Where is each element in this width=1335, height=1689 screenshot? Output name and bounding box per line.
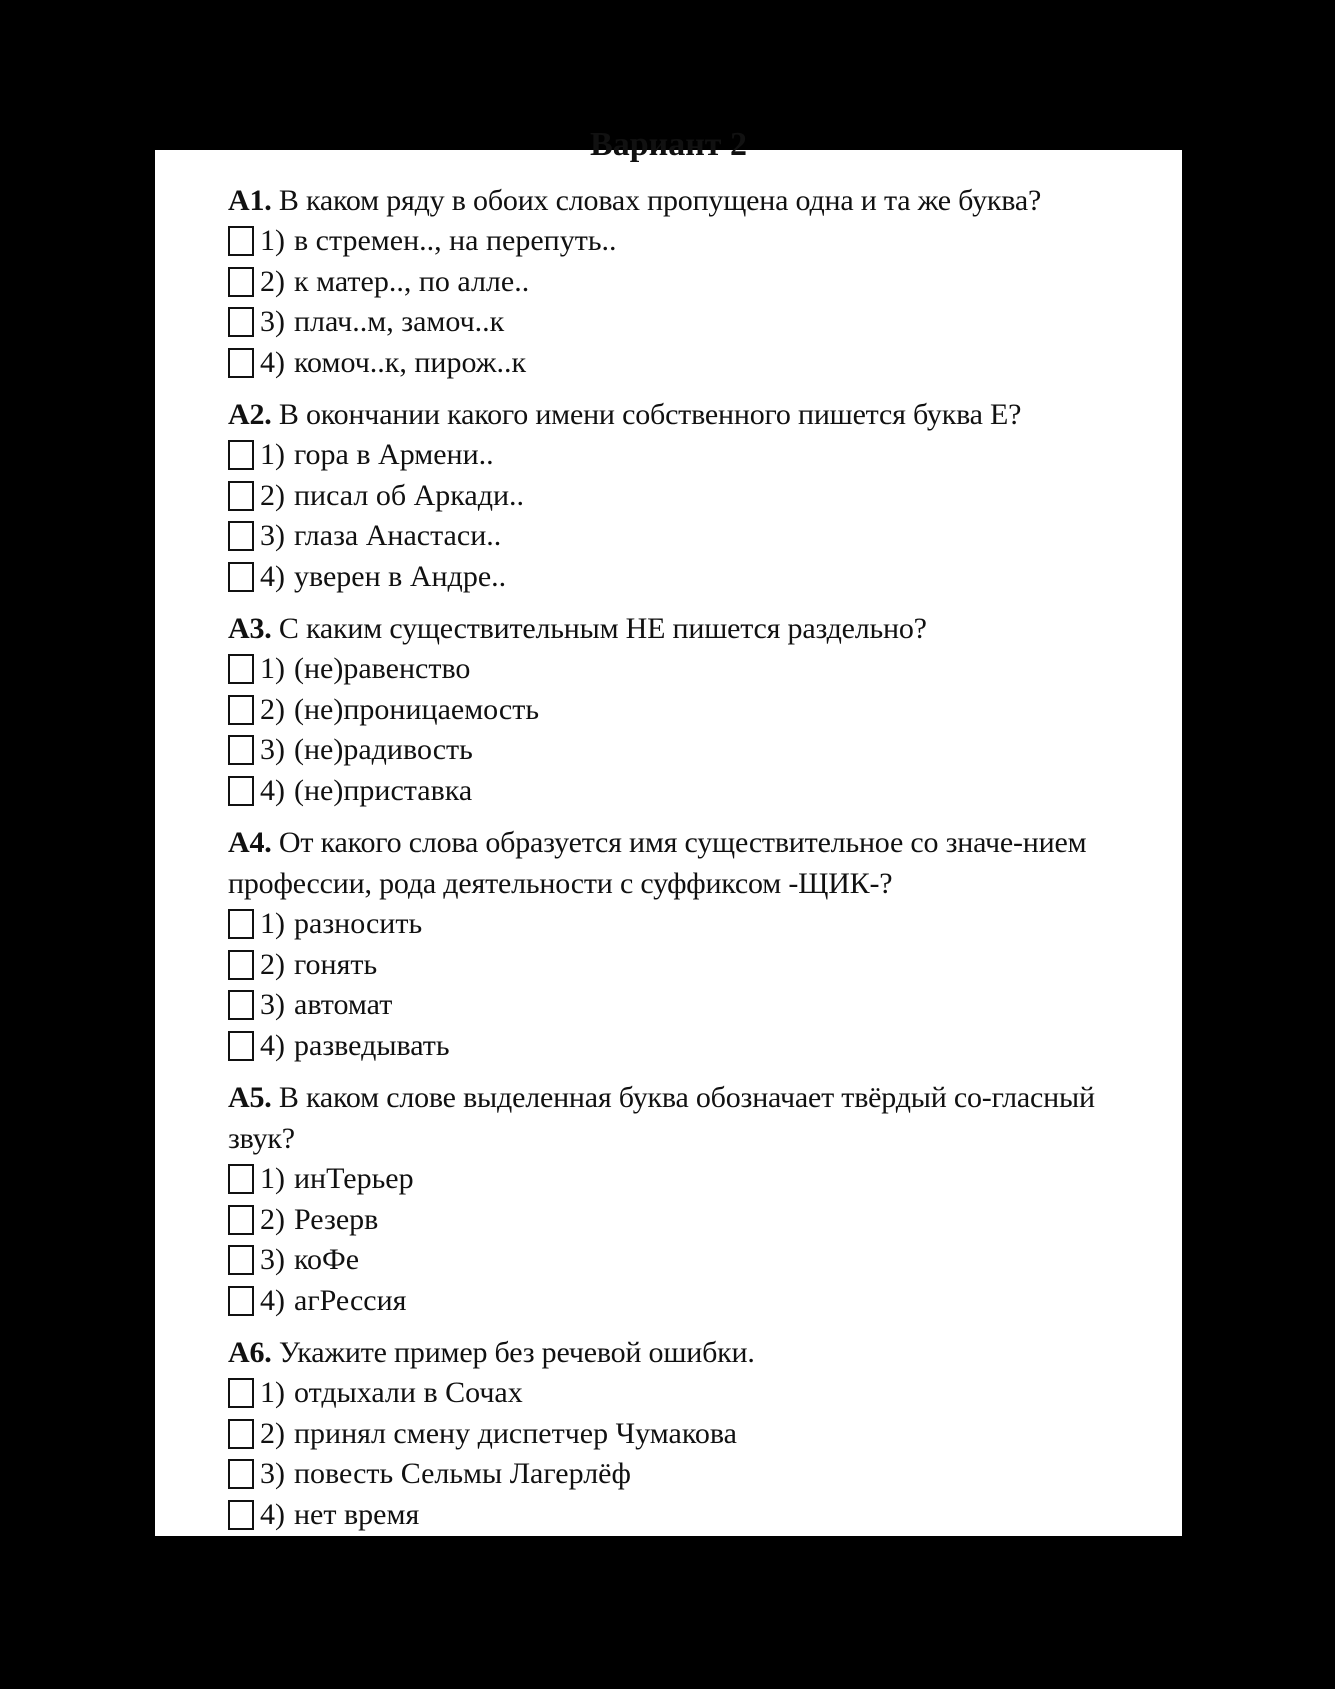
question-body: Укажите пример без речевой ошибки. <box>278 1336 755 1369</box>
option-text: отдыхали в Сочах <box>294 1376 523 1410</box>
option-text: Резерв <box>294 1202 379 1236</box>
variant-title: Вариант 2 <box>590 126 747 163</box>
option-text: агРессия <box>294 1283 407 1317</box>
answer-option[interactable] <box>228 476 1140 517</box>
answer-option[interactable] <box>228 1495 1140 1536</box>
answer-checkbox[interactable] <box>228 440 254 470</box>
question-code: A4. <box>228 826 272 859</box>
option-number: 1) <box>260 224 285 258</box>
answer-checkbox[interactable] <box>228 1245 254 1275</box>
answer-option[interactable] <box>228 945 1140 986</box>
answer-option[interactable] <box>228 1200 1140 1241</box>
option-number: 3) <box>260 988 285 1022</box>
answer-option[interactable] <box>228 690 1140 731</box>
question-text <box>228 180 1140 221</box>
question-body: В окончании какого имени собственного пишется буква Е? <box>278 398 1022 431</box>
option-number: 2) <box>260 692 285 726</box>
answer-option[interactable] <box>228 1026 1140 1067</box>
answer-checkbox[interactable] <box>228 267 254 297</box>
option-text: писал об Аркади.. <box>294 478 525 512</box>
question-text <box>228 822 1140 904</box>
answer-option[interactable] <box>228 1240 1140 1281</box>
option-text: (не)приставка <box>294 773 473 807</box>
option-number: 2) <box>260 264 285 298</box>
option-text: автомат <box>294 988 393 1022</box>
answer-checkbox[interactable] <box>228 654 254 684</box>
answer-checkbox[interactable] <box>228 562 254 592</box>
option-text: нет время <box>294 1497 420 1531</box>
option-text: повесть Сельмы Лагерлёф <box>294 1457 631 1491</box>
question-code: A5. <box>228 1081 272 1114</box>
option-number: 1) <box>260 1162 285 1196</box>
answer-option[interactable] <box>228 1159 1140 1200</box>
option-number: 4) <box>260 559 285 593</box>
option-number: 4) <box>260 773 285 807</box>
option-text: разносить <box>294 907 423 941</box>
answer-option[interactable] <box>228 343 1140 384</box>
option-text: принял смену диспетчер Чумакова <box>294 1416 737 1450</box>
test-sheet <box>155 126 1182 1536</box>
option-number: 3) <box>260 1457 285 1491</box>
option-text: уверен в Андре.. <box>294 559 507 593</box>
answer-checkbox[interactable] <box>228 695 254 725</box>
answer-checkbox[interactable] <box>228 1419 254 1449</box>
answer-checkbox[interactable] <box>228 1205 254 1235</box>
question-code: A2. <box>228 398 272 431</box>
answer-checkbox[interactable] <box>228 481 254 511</box>
answer-option[interactable] <box>228 1373 1140 1414</box>
answer-checkbox[interactable] <box>228 1500 254 1530</box>
answer-option[interactable] <box>228 730 1140 771</box>
option-text: инТерьер <box>294 1162 414 1196</box>
question-block <box>228 608 1140 811</box>
option-text: (не)равенство <box>294 652 471 686</box>
answer-option[interactable] <box>228 1414 1140 1455</box>
answer-option[interactable] <box>228 221 1140 262</box>
question-block <box>228 822 1140 1066</box>
question-text <box>228 608 1140 649</box>
option-number: 1) <box>260 652 285 686</box>
answer-checkbox[interactable] <box>228 776 254 806</box>
option-text: разведывать <box>294 1028 450 1062</box>
question-body: В каком слове выделенная буква обозначает твёрдый со-гласный звук? <box>228 1081 1095 1155</box>
option-number: 4) <box>260 1028 285 1062</box>
question-block <box>228 394 1140 597</box>
option-number: 4) <box>260 1497 285 1531</box>
option-number: 1) <box>260 438 285 472</box>
option-text: глаза Анастаси.. <box>294 519 502 553</box>
option-text: коФе <box>294 1243 360 1277</box>
answer-option[interactable] <box>228 516 1140 557</box>
answer-option[interactable] <box>228 649 1140 690</box>
answer-checkbox[interactable] <box>228 735 254 765</box>
option-text: в стремен.., на перепуть.. <box>294 224 617 258</box>
option-number: 2) <box>260 947 285 981</box>
answer-checkbox[interactable] <box>228 1031 254 1061</box>
answer-option[interactable] <box>228 557 1140 598</box>
question-code: A3. <box>228 612 272 645</box>
option-text: (не)радивость <box>294 733 473 767</box>
answer-checkbox[interactable] <box>228 1164 254 1194</box>
answer-checkbox[interactable] <box>228 226 254 256</box>
answer-checkbox[interactable] <box>228 1286 254 1316</box>
option-number: 4) <box>260 345 285 379</box>
question-block <box>228 180 1140 383</box>
option-number: 2) <box>260 1416 285 1450</box>
question-block <box>228 1077 1140 1321</box>
question-block <box>228 1332 1140 1535</box>
option-text: к матер.., по алле.. <box>294 264 530 298</box>
answer-option[interactable] <box>228 1281 1140 1322</box>
answer-option[interactable] <box>228 771 1140 812</box>
answer-checkbox[interactable] <box>228 521 254 551</box>
question-text <box>228 394 1140 435</box>
answer-checkbox[interactable] <box>228 307 254 337</box>
question-body: С каким существительным НЕ пишется раздельно? <box>278 612 927 645</box>
option-number: 3) <box>260 305 285 339</box>
question-code: A6. <box>228 1336 272 1369</box>
option-number: 3) <box>260 733 285 767</box>
answer-option[interactable] <box>228 904 1140 945</box>
question-code: A1. <box>228 184 272 217</box>
option-text: гора в Армени.. <box>294 438 494 472</box>
answer-option[interactable] <box>228 262 1140 303</box>
option-number: 4) <box>260 1283 285 1317</box>
question-text <box>228 1332 1140 1373</box>
answer-checkbox[interactable] <box>228 950 254 980</box>
option-number: 2) <box>260 478 285 512</box>
answer-option[interactable] <box>228 302 1140 343</box>
option-text: гонять <box>294 947 378 981</box>
answer-checkbox[interactable] <box>228 1459 254 1489</box>
question-body: В каком ряду в обоих словах пропущена одна и та же буква? <box>278 184 1042 217</box>
option-number: 1) <box>260 907 285 941</box>
questions-list <box>228 180 1140 1546</box>
answer-option[interactable] <box>228 1454 1140 1495</box>
option-number: 3) <box>260 519 285 553</box>
answer-option[interactable] <box>228 985 1140 1026</box>
option-number: 3) <box>260 1243 285 1277</box>
question-text <box>228 1077 1140 1159</box>
answer-checkbox[interactable] <box>228 1378 254 1408</box>
option-number: 1) <box>260 1376 285 1410</box>
answer-checkbox[interactable] <box>228 348 254 378</box>
answer-checkbox[interactable] <box>228 990 254 1020</box>
answer-checkbox[interactable] <box>228 909 254 939</box>
option-text: комоч..к, пирож..к <box>294 345 527 379</box>
answer-option[interactable] <box>228 435 1140 476</box>
option-number: 2) <box>260 1202 285 1236</box>
option-text: (не)проницаемость <box>294 692 540 726</box>
option-text: плач..м, замоч..к <box>294 305 505 339</box>
question-body: От какого слова образуется имя существительное со значе-нием профессии, рода деятельности с суффиксом -ЩИК-? <box>228 826 1087 900</box>
